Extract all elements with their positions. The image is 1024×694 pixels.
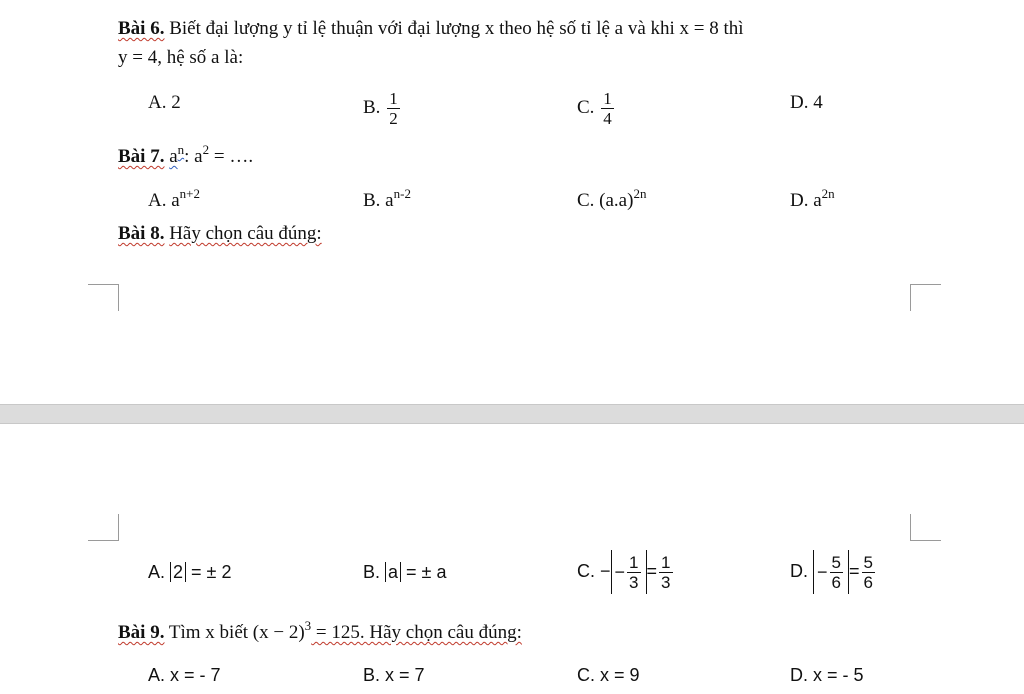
bai6-option-b-fraction (387, 89, 400, 128)
bai6-option-c-prefix: C. (577, 96, 595, 118)
bai9-option-a: A. x = - 7 (148, 665, 221, 685)
bai7-exp2: 2 (202, 142, 210, 157)
page-corner-mark (910, 284, 941, 311)
option-exponent: 2n (821, 186, 835, 201)
bai9-option-b: B. x = 7 (363, 665, 425, 685)
bai7-exp: n (177, 142, 185, 157)
fraction-denominator: 6 (863, 572, 873, 592)
bai6-option-c-fraction (601, 89, 614, 128)
absolute-value (611, 550, 647, 594)
option-prefix: C. (577, 561, 595, 581)
bai8-question (118, 223, 322, 245)
bai7-option-d (790, 186, 835, 213)
fraction-denominator: 4 (603, 109, 612, 128)
fraction-denominator: 3 (661, 572, 671, 592)
equals-sign: = (849, 561, 860, 581)
absolute-value (813, 550, 849, 594)
page-corner-mark (910, 514, 941, 541)
bai8-label: Bài 8. (118, 223, 165, 244)
fraction-denominator: 2 (389, 109, 398, 128)
option-rest: = ± a (401, 562, 447, 582)
absolute-value: a (385, 562, 401, 582)
bai9-text-pre: Tìm x biết (x − 2) (168, 622, 305, 643)
fraction (659, 553, 672, 592)
bai7-base: a (169, 146, 178, 167)
bai6-option-d: D. 4 (790, 92, 823, 113)
fraction (862, 553, 875, 592)
bai7-question (118, 142, 254, 169)
fraction-numerator: 1 (389, 89, 398, 108)
bai7-option-c (577, 186, 647, 213)
bai9-option-d: D. x = - 5 (790, 665, 864, 685)
bai6-text-line2: y = 4, hệ số a là: (118, 47, 244, 68)
page-break-gap (0, 404, 1024, 424)
option-text: D. a (790, 190, 822, 211)
page-corner-mark (88, 514, 119, 541)
option-rest: = ± 2 (186, 562, 232, 582)
bai8-option-b (363, 561, 446, 583)
option-exponent: 2n (633, 186, 647, 201)
absolute-value: 2 (170, 562, 186, 582)
option-prefix: D. (790, 561, 808, 581)
fraction-numerator: 1 (629, 552, 639, 572)
fraction-numerator: 5 (831, 552, 841, 572)
bai9-question (118, 618, 522, 645)
bai9-label: Bài 9. (118, 622, 165, 643)
bai6-option-b-prefix: B. (363, 96, 381, 118)
fraction-denominator: 3 (629, 572, 639, 592)
fraction (830, 553, 843, 592)
bai8-option-c (577, 549, 675, 594)
fraction-numerator: 1 (661, 552, 671, 572)
bai8-option-a (148, 561, 231, 583)
option-exponent: n+2 (179, 186, 200, 201)
bai8-option-d (790, 549, 877, 594)
minus-sign: − (817, 562, 828, 583)
option-exponent: n-2 (393, 186, 411, 201)
fraction-numerator: 1 (603, 89, 612, 108)
fraction (627, 553, 640, 592)
bai6-option-b (363, 89, 402, 128)
bai7-option-a (148, 186, 200, 213)
bai9-option-c: C. x = 9 (577, 665, 640, 685)
fraction-numerator: 5 (863, 552, 873, 572)
bai7-option-b (363, 186, 411, 213)
bai9-text-post: = 125. Hãy chọn câu đúng: (311, 622, 522, 643)
option-text: A. a (148, 190, 180, 211)
bai6-label: Bài 6. (118, 18, 165, 39)
bai7-tail: = …. (209, 146, 254, 167)
bai7-rest: : a (184, 146, 203, 167)
option-prefix: B. (363, 562, 381, 582)
minus-sign: − (614, 562, 626, 583)
bai8-text: Hãy chọn câu đúng: (169, 223, 322, 244)
equals-sign: = (646, 561, 658, 581)
bai6-text-line1: Biết đại lượng y tỉ lệ thuận với đại lượng x theo hệ số tỉ lệ a và khi x = 8 thì (169, 18, 744, 39)
option-text: C. (a.a) (577, 190, 634, 211)
bai7-label: Bài 7. (118, 146, 165, 167)
bai6-option-c (577, 89, 616, 128)
minus-sign: − (600, 561, 611, 581)
bai6-question (118, 18, 744, 40)
option-prefix: A. (148, 562, 166, 582)
bai9-exponent: 3 (304, 618, 312, 633)
option-text: B. a (363, 190, 394, 211)
fraction-denominator: 6 (831, 572, 841, 592)
bai6-option-a: A. 2 (148, 92, 181, 113)
page-corner-mark (88, 284, 119, 311)
